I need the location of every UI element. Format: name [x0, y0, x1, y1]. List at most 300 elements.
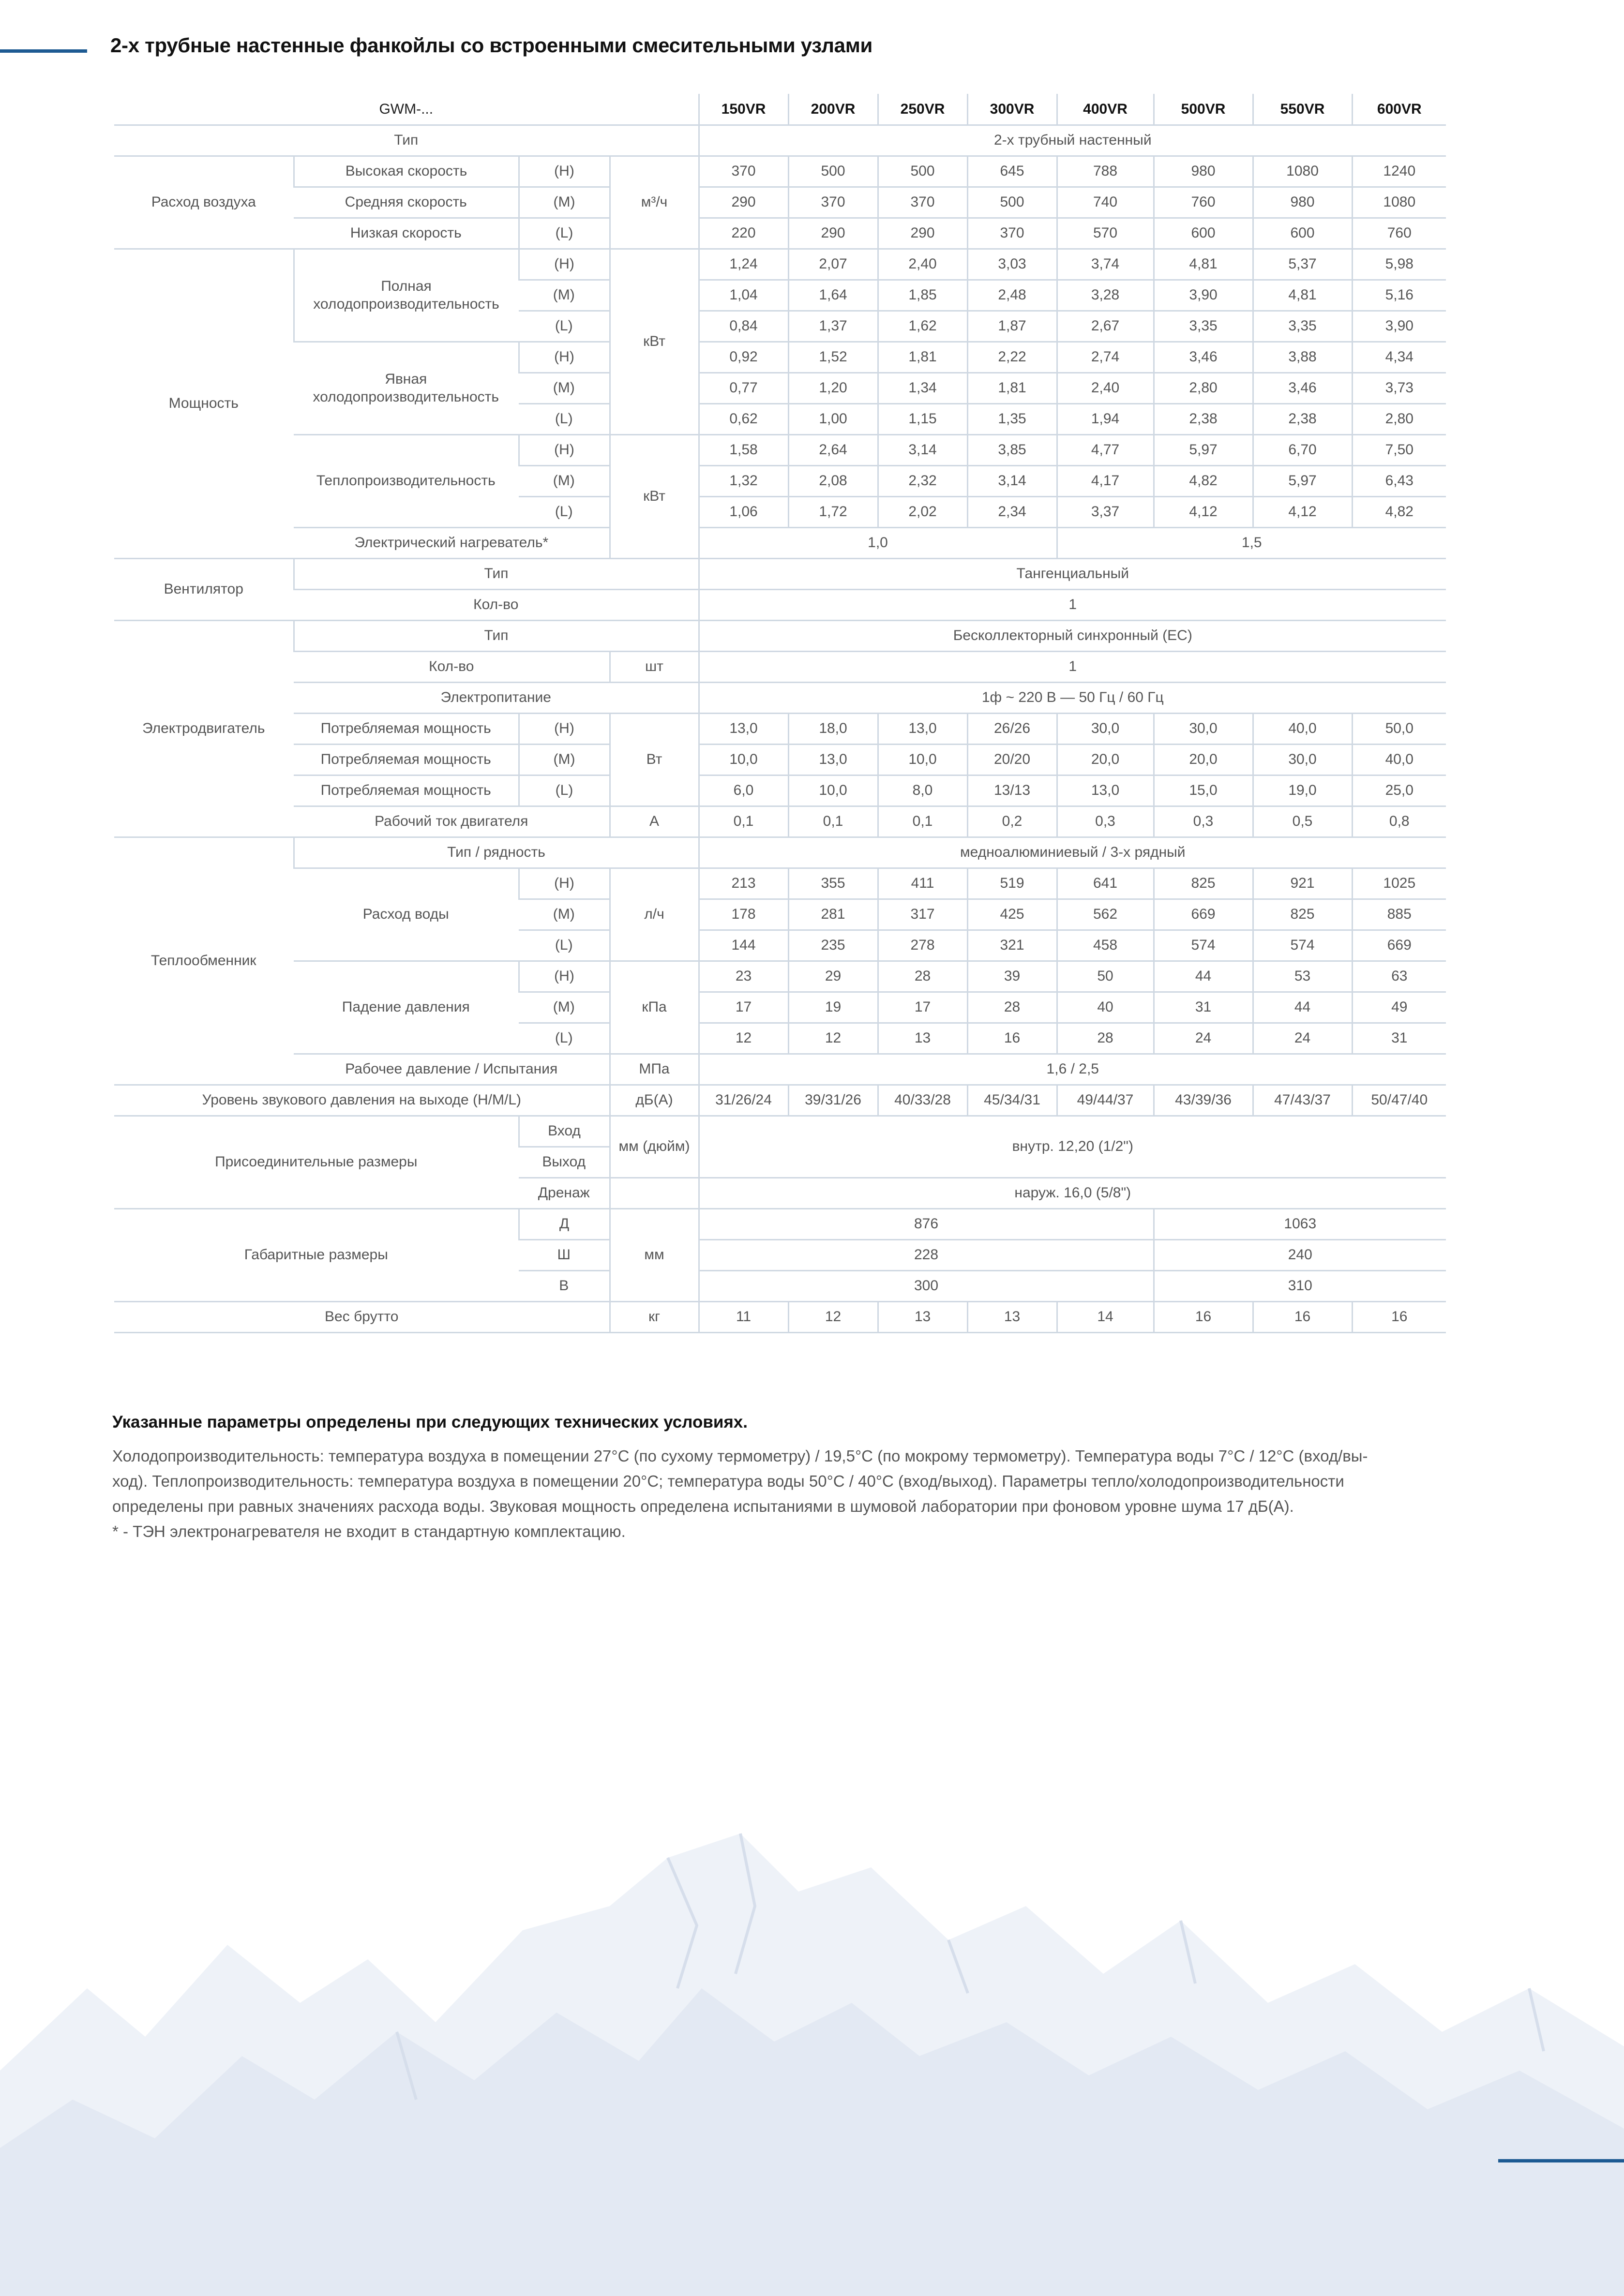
- cell-value: 2,40: [878, 249, 967, 280]
- unit-label: кВт: [610, 434, 699, 558]
- cell-value: 370: [967, 218, 1057, 249]
- cell-value: 5,16: [1352, 280, 1446, 311]
- cell-value: 7,50: [1352, 434, 1446, 465]
- unit-label: [610, 1178, 699, 1208]
- title-accent-rule: [0, 49, 87, 53]
- spec-table: [114, 94, 1446, 1333]
- cell-value: 2,32: [878, 465, 967, 496]
- unit-label: л/ч: [610, 868, 699, 961]
- table-row: [114, 249, 1446, 280]
- cell-value: 310: [1154, 1270, 1446, 1301]
- cell-value: 0,1: [788, 806, 878, 837]
- cell-value: 20/20: [967, 744, 1057, 775]
- cell-value: 876: [699, 1208, 1154, 1239]
- row-label: Тип / рядность: [294, 837, 699, 868]
- unit-label: кг: [610, 1301, 699, 1332]
- unit-label: А: [610, 806, 699, 837]
- mode-label: (L): [519, 496, 610, 527]
- table-row: [114, 744, 1446, 775]
- model-header: 200VR: [788, 94, 878, 125]
- cell-value: 16: [1154, 1301, 1253, 1332]
- mode-label: (M): [519, 373, 610, 403]
- cell-value: 31/26/24: [699, 1085, 788, 1116]
- cell-value: 1025: [1352, 868, 1446, 899]
- row-label: Тип: [294, 620, 699, 651]
- group-label: Электродвигатель: [114, 620, 294, 837]
- cell-value: 18,0: [788, 713, 878, 744]
- cell-value: 2,40: [1057, 373, 1154, 403]
- cell-value: 5,98: [1352, 249, 1446, 280]
- mode-label: (L): [519, 775, 610, 806]
- row-label: Вход: [519, 1116, 610, 1147]
- cell-value: 370: [878, 187, 967, 218]
- cell-value: 13,0: [699, 713, 788, 744]
- cell-value: 1,20: [788, 373, 878, 403]
- cell-value: 0,84: [699, 311, 788, 342]
- cell-value: 13: [878, 1301, 967, 1332]
- cell-value: 669: [1352, 930, 1446, 961]
- cell-value: 0,1: [878, 806, 967, 837]
- notes-title: Указанные параметры определены при следующих технических условиях.: [112, 1413, 748, 1431]
- unit-label: кВт: [610, 249, 699, 434]
- row-label: Выход: [519, 1147, 610, 1178]
- cell-value: 519: [967, 868, 1057, 899]
- notes-line: Холодопроизводительность: температура воздуха в помещении 27°C (по сухому термометру) / 19,5°C (по мокрому термометру). Температура воды 7°C / 12°C (вход/вы-: [112, 1447, 1368, 1465]
- notes-line: ход). Теплопроизводительность: температура воздуха в помещении 20°C; температура воды 50°C / 40°C (вход/выход). Параметры тепло/холодопроизводительности: [112, 1472, 1344, 1490]
- cell-value: Бесколлекторный синхронный (ЕС): [699, 620, 1446, 651]
- cell-value: 2,67: [1057, 311, 1154, 342]
- group-label: Вентилятор: [114, 558, 294, 620]
- cell-value: 43/39/36: [1154, 1085, 1253, 1116]
- table-row: [114, 342, 1446, 373]
- cell-value: 16: [1253, 1301, 1352, 1332]
- table-row: [114, 187, 1446, 218]
- cell-value: 355: [788, 868, 878, 899]
- cell-value: 1,58: [699, 434, 788, 465]
- table-row: [114, 527, 1446, 558]
- model-header: 500VR: [1154, 94, 1253, 125]
- cell-value: 23: [699, 961, 788, 992]
- model-header: 300VR: [967, 94, 1057, 125]
- cell-value: 825: [1154, 868, 1253, 899]
- cell-value: 570: [1057, 218, 1154, 249]
- table-row: [114, 125, 1446, 156]
- mode-label: (H): [519, 713, 610, 744]
- cell-value: 40/33/28: [878, 1085, 967, 1116]
- row-label: Уровень звукового давления на выходе (H/M/L): [114, 1085, 610, 1116]
- cell-value: 788: [1057, 156, 1154, 187]
- cell-value: 228: [699, 1239, 1154, 1270]
- cell-value: 20,0: [1154, 744, 1253, 775]
- cell-value: 4,81: [1253, 280, 1352, 311]
- cell-value: 2,38: [1253, 403, 1352, 434]
- mode-label: (L): [519, 403, 610, 434]
- model-header: 550VR: [1253, 94, 1352, 125]
- cell-value: 29: [788, 961, 878, 992]
- cell-value: 1,06: [699, 496, 788, 527]
- table-row: [114, 806, 1446, 837]
- table-row: [114, 156, 1446, 187]
- cell-value: 4,81: [1154, 249, 1253, 280]
- mountain-background-illustration: [0, 1829, 1624, 2296]
- row-label: Дренаж: [519, 1178, 610, 1208]
- cell-value: 44: [1154, 961, 1253, 992]
- cell-value: 30,0: [1154, 713, 1253, 744]
- cell-value: 574: [1253, 930, 1352, 961]
- cell-value: 30,0: [1253, 744, 1352, 775]
- cell-value: 24: [1154, 1023, 1253, 1054]
- row-label: Падение давления: [294, 961, 519, 1054]
- mode-label: (H): [519, 342, 610, 373]
- cell-value: 4,82: [1154, 465, 1253, 496]
- notes-body: [112, 1444, 1458, 1544]
- mode-label: (L): [519, 218, 610, 249]
- cell-value: 3,85: [967, 434, 1057, 465]
- cell-value: 1080: [1253, 156, 1352, 187]
- cell-value: 321: [967, 930, 1057, 961]
- cell-value: 178: [699, 899, 788, 930]
- cell-value: медноалюминиевый / 3-х рядный: [699, 837, 1446, 868]
- cell-value: 1,34: [878, 373, 967, 403]
- cell-value: 600: [1154, 218, 1253, 249]
- unit-label: мм (дюйм): [610, 1116, 699, 1178]
- cell-value: 5,97: [1154, 434, 1253, 465]
- cell-value: 13,0: [1057, 775, 1154, 806]
- group-label: Габаритные размеры: [114, 1208, 519, 1301]
- unit-label: шт: [610, 651, 699, 682]
- cell-value: 0,3: [1154, 806, 1253, 837]
- cell-value: 24: [1253, 1023, 1352, 1054]
- cell-value: 1,81: [878, 342, 967, 373]
- cell-value: 0,2: [967, 806, 1057, 837]
- page-title: 2-х трубные настенные фанкойлы со встроенными смесительными узлами: [110, 34, 872, 57]
- cell-value: 317: [878, 899, 967, 930]
- cell-value: 39/31/26: [788, 1085, 878, 1116]
- unit-label: кПа: [610, 961, 699, 1054]
- table-row: [114, 1208, 1446, 1239]
- cell-value: 0,8: [1352, 806, 1446, 837]
- cell-value: 1,85: [878, 280, 967, 311]
- cell-value: 28: [1057, 1023, 1154, 1054]
- cell-value: 6,43: [1352, 465, 1446, 496]
- cell-value: 1,04: [699, 280, 788, 311]
- cell-value: 11: [699, 1301, 788, 1332]
- mode-label: (H): [519, 868, 610, 899]
- mode-label: (H): [519, 434, 610, 465]
- table-row: [114, 713, 1446, 744]
- mode-label: (M): [519, 465, 610, 496]
- cell-value: внутр. 12,20 (1/2"): [699, 1116, 1446, 1178]
- cell-value: 2,74: [1057, 342, 1154, 373]
- cell-value: 0,62: [699, 403, 788, 434]
- table-row: [114, 837, 1446, 868]
- cell-value: 19,0: [1253, 775, 1352, 806]
- cell-value: 28: [878, 961, 967, 992]
- cell-value: наруж. 16,0 (5/8"): [699, 1178, 1446, 1208]
- cell-value: 3,35: [1154, 311, 1253, 342]
- mode-label: (M): [519, 280, 610, 311]
- cell-value: 47/43/37: [1253, 1085, 1352, 1116]
- cell-value: 3,90: [1352, 311, 1446, 342]
- cell-value: 760: [1154, 187, 1253, 218]
- mode-label: (M): [519, 992, 610, 1023]
- cell-value: 0,1: [699, 806, 788, 837]
- cell-value: 1,5: [1057, 527, 1446, 558]
- notes-line: определены при равных значениях расхода воды. Звуковая мощность определена испытаниями в шумовой лаборатории при фоновом уровне шума 17 дБ(А).: [112, 1497, 1294, 1515]
- cell-value: 0,3: [1057, 806, 1154, 837]
- cell-value: 290: [788, 218, 878, 249]
- cell-value: 562: [1057, 899, 1154, 930]
- cell-value: 19: [788, 992, 878, 1023]
- cell-value: 2,02: [878, 496, 967, 527]
- cell-value: 49: [1352, 992, 1446, 1023]
- cell-value: 3,46: [1253, 373, 1352, 403]
- cell-value: 1,35: [967, 403, 1057, 434]
- row-label: Низкая скорость: [294, 218, 519, 249]
- cell-value: 411: [878, 868, 967, 899]
- row-label: Тип: [114, 125, 699, 156]
- cell-value: 40: [1057, 992, 1154, 1023]
- group-label: Теплообменник: [114, 837, 294, 1085]
- cell-value: 290: [878, 218, 967, 249]
- cell-value: 53: [1253, 961, 1352, 992]
- cell-value: 1ф ~ 220 В — 50 Гц / 60 Гц: [699, 682, 1446, 713]
- cell-value: 500: [878, 156, 967, 187]
- cell-value: 25,0: [1352, 775, 1446, 806]
- cell-value: 5,37: [1253, 249, 1352, 280]
- cell-value: 2,22: [967, 342, 1057, 373]
- cell-value: 13,0: [788, 744, 878, 775]
- cell-value: 921: [1253, 868, 1352, 899]
- cell-value: 13/13: [967, 775, 1057, 806]
- cell-value: 10,0: [699, 744, 788, 775]
- unit-label: дБ(А): [610, 1085, 699, 1116]
- cell-value: 12: [788, 1023, 878, 1054]
- mode-label: (H): [519, 156, 610, 187]
- cell-value: 980: [1253, 187, 1352, 218]
- cell-value: 6,70: [1253, 434, 1352, 465]
- cell-value: 885: [1352, 899, 1446, 930]
- table-row: [114, 1301, 1446, 1332]
- cell-value: 28: [967, 992, 1057, 1023]
- mode-label: (H): [519, 961, 610, 992]
- group-label: Присоединительные размеры: [114, 1116, 519, 1208]
- row-label: Высокая скорость: [294, 156, 519, 187]
- mode-label: (L): [519, 930, 610, 961]
- cell-value: 31: [1154, 992, 1253, 1023]
- cell-value: 425: [967, 899, 1057, 930]
- cell-value: 1,15: [878, 403, 967, 434]
- cell-value: 2,64: [788, 434, 878, 465]
- cell-value: 16: [1352, 1301, 1446, 1332]
- model-prefix: GWM-...: [114, 94, 699, 125]
- cell-value: 50,0: [1352, 713, 1446, 744]
- cell-value: 645: [967, 156, 1057, 187]
- cell-value: 0,5: [1253, 806, 1352, 837]
- cell-value: 44: [1253, 992, 1352, 1023]
- cell-value: 3,88: [1253, 342, 1352, 373]
- group-label: Мощность: [114, 249, 294, 558]
- model-header: 600VR: [1352, 94, 1446, 125]
- cell-value: 2,07: [788, 249, 878, 280]
- cell-value: 30,0: [1057, 713, 1154, 744]
- cell-value: 235: [788, 930, 878, 961]
- cell-value: 63: [1352, 961, 1446, 992]
- cell-value: 760: [1352, 218, 1446, 249]
- cell-value: 300: [699, 1270, 1154, 1301]
- cell-value: 213: [699, 868, 788, 899]
- mode-label: (M): [519, 187, 610, 218]
- cell-value: 3,46: [1154, 342, 1253, 373]
- cell-value: 3,73: [1352, 373, 1446, 403]
- row-label: Кол-во: [294, 651, 610, 682]
- table-row: [114, 589, 1446, 620]
- row-label: Д: [519, 1208, 610, 1239]
- cell-value: 1: [699, 589, 1446, 620]
- cell-value: 980: [1154, 156, 1253, 187]
- cell-value: 2-х трубный настенный: [699, 125, 1446, 156]
- cell-value: 1,52: [788, 342, 878, 373]
- cell-value: 2,08: [788, 465, 878, 496]
- cell-value: 825: [1253, 899, 1352, 930]
- mode-label: (M): [519, 899, 610, 930]
- cell-value: 12: [699, 1023, 788, 1054]
- row-label: Потребляемая мощность: [294, 713, 519, 744]
- cell-value: 10,0: [878, 744, 967, 775]
- table-row: [114, 775, 1446, 806]
- cell-value: 240: [1154, 1239, 1446, 1270]
- row-label: Полная холодопроизводительность: [294, 249, 519, 342]
- table-row: [114, 651, 1446, 682]
- cell-value: 49/44/37: [1057, 1085, 1154, 1116]
- cell-value: 17: [699, 992, 788, 1023]
- cell-value: 370: [699, 156, 788, 187]
- mode-label: (H): [519, 249, 610, 280]
- table-row: [114, 434, 1446, 465]
- table-row: [114, 218, 1446, 249]
- cell-value: 8,0: [878, 775, 967, 806]
- cell-value: 13: [967, 1301, 1057, 1332]
- cell-value: 1240: [1352, 156, 1446, 187]
- unit-label: м³/ч: [610, 156, 699, 249]
- mode-label: (L): [519, 311, 610, 342]
- cell-value: 600: [1253, 218, 1352, 249]
- row-label: Рабочее давление / Испытания: [294, 1054, 610, 1085]
- cell-value: 1,00: [788, 403, 878, 434]
- cell-value: 641: [1057, 868, 1154, 899]
- cell-value: 1,32: [699, 465, 788, 496]
- cell-value: 6,0: [699, 775, 788, 806]
- cell-value: 2,34: [967, 496, 1057, 527]
- cell-value: 4,34: [1352, 342, 1446, 373]
- row-label: Тип: [294, 558, 699, 589]
- unit-label: мм: [610, 1208, 699, 1301]
- cell-value: 17: [878, 992, 967, 1023]
- cell-value: 220: [699, 218, 788, 249]
- cell-value: 370: [788, 187, 878, 218]
- unit-label: МПа: [610, 1054, 699, 1085]
- cell-value: 500: [967, 187, 1057, 218]
- table-row: [114, 620, 1446, 651]
- cell-value: 0,77: [699, 373, 788, 403]
- table-row: [114, 868, 1446, 899]
- mode-label: (M): [519, 744, 610, 775]
- cell-value: 3,37: [1057, 496, 1154, 527]
- cell-value: 278: [878, 930, 967, 961]
- notes-line: * - ТЭН электронагревателя не входит в стандартную комплектацию.: [112, 1522, 626, 1540]
- cell-value: 1,62: [878, 311, 967, 342]
- cell-value: 13,0: [878, 713, 967, 744]
- cell-value: 144: [699, 930, 788, 961]
- cell-value: 1063: [1154, 1208, 1446, 1239]
- row-label: Кол-во: [294, 589, 699, 620]
- bottom-accent-rule: [1498, 2159, 1624, 2162]
- cell-value: 3,28: [1057, 280, 1154, 311]
- cell-value: 740: [1057, 187, 1154, 218]
- cell-value: 2,80: [1352, 403, 1446, 434]
- table-row: [114, 1054, 1446, 1085]
- cell-value: 3,74: [1057, 249, 1154, 280]
- table-row: [114, 961, 1446, 992]
- unit-label: Вт: [610, 713, 699, 806]
- cell-value: 50/47/40: [1352, 1085, 1446, 1116]
- row-label: Электропитание: [294, 682, 699, 713]
- cell-value: 1,94: [1057, 403, 1154, 434]
- cell-value: 1,87: [967, 311, 1057, 342]
- model-header: 400VR: [1057, 94, 1154, 125]
- spec-table-wrapper: [114, 94, 1446, 1333]
- cell-value: 3,35: [1253, 311, 1352, 342]
- cell-value: 31: [1352, 1023, 1446, 1054]
- cell-value: 458: [1057, 930, 1154, 961]
- row-label: Рабочий ток двигателя: [294, 806, 610, 837]
- cell-value: 281: [788, 899, 878, 930]
- row-label: В: [519, 1270, 610, 1301]
- model-header: 150VR: [699, 94, 788, 125]
- cell-value: 1,64: [788, 280, 878, 311]
- cell-value: 1,72: [788, 496, 878, 527]
- cell-value: 3,90: [1154, 280, 1253, 311]
- cell-value: 2,38: [1154, 403, 1253, 434]
- cell-value: 3,14: [878, 434, 967, 465]
- row-label: Явная холодопроизводительность: [294, 342, 519, 434]
- cell-value: 45/34/31: [967, 1085, 1057, 1116]
- cell-value: 2,48: [967, 280, 1057, 311]
- cell-value: 500: [788, 156, 878, 187]
- cell-value: 1,0: [699, 527, 1057, 558]
- cell-value: 4,12: [1253, 496, 1352, 527]
- cell-value: 20,0: [1057, 744, 1154, 775]
- model-header: 250VR: [878, 94, 967, 125]
- cell-value: 574: [1154, 930, 1253, 961]
- cell-value: 15,0: [1154, 775, 1253, 806]
- models-header-row: [114, 94, 1446, 125]
- row-label: Теплопроизводительность: [294, 434, 519, 527]
- group-label: Расход воздуха: [114, 156, 294, 249]
- cell-value: 3,14: [967, 465, 1057, 496]
- cell-value: 1,6 / 2,5: [699, 1054, 1446, 1085]
- cell-value: 39: [967, 961, 1057, 992]
- cell-value: 5,97: [1253, 465, 1352, 496]
- cell-value: 290: [699, 187, 788, 218]
- cell-value: 40,0: [1253, 713, 1352, 744]
- cell-value: 2,80: [1154, 373, 1253, 403]
- table-row: [114, 558, 1446, 589]
- table-row: [114, 1116, 1446, 1147]
- row-label: Потребляемая мощность: [294, 744, 519, 775]
- cell-value: 1,81: [967, 373, 1057, 403]
- cell-value: 40,0: [1352, 744, 1446, 775]
